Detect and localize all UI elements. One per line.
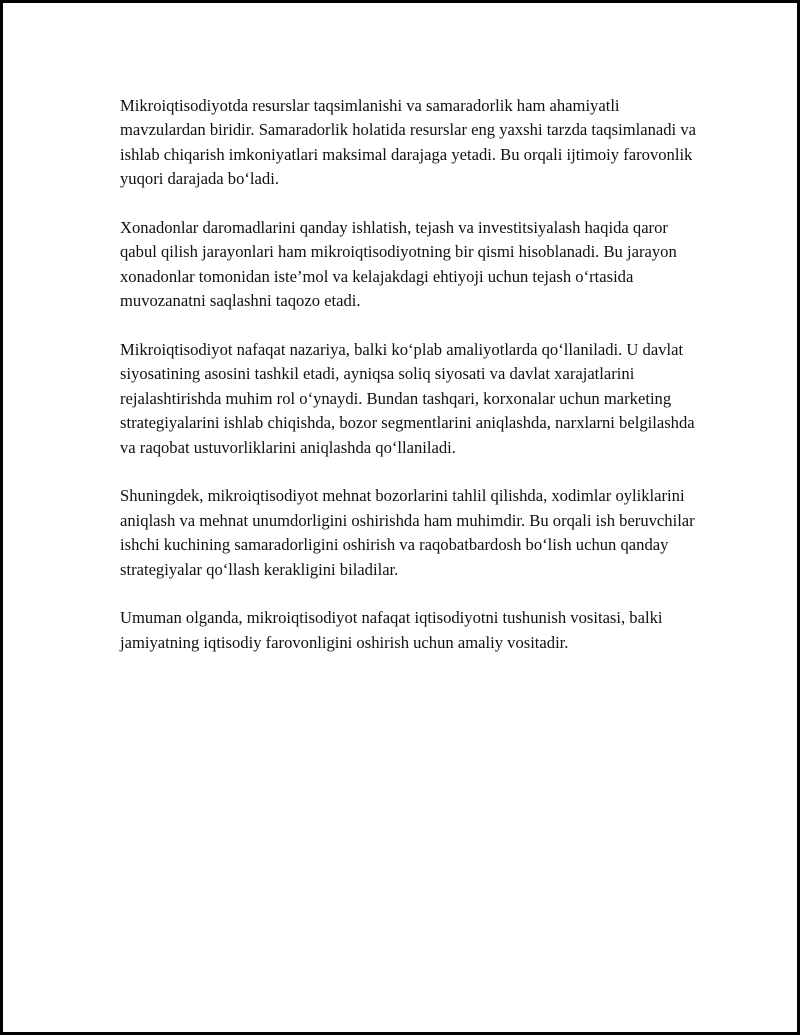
paragraph-household-decisions: Xonadonlar daromadlarini qanday ishlatish, tejash va investitsiyalash haqida qaror qabul qilish jarayonlari ham mikroiqtisodiyotning bir qismi hisoblanadi. Bu jarayon xonadonlar tomonidan iste’mol va kelajakdagi ehtiyoji uchun tejash o‘rtasida muvozanatni saqlashni taqozo etadi. bbox=[120, 218, 677, 311]
document-body bbox=[120, 94, 700, 680]
paragraph-resource-allocation: Mikroiqtisodiyotda resurslar taqsimlanishi va samaradorlik ham ahamiyatli mavzulardan biridir. Samaradorlik holatida resurslar eng yaxshi tarzda taqsimlanadi va ishlab chiqarish imkoniyatlari maksimal darajaga yetadi. Bu orqali ijtimoiy farovonlik yuqori darajada bo‘ladi. bbox=[120, 96, 696, 189]
paragraph-labor-markets: Shuningdek, mikroiqtisodiyot mehnat bozorlarini tahlil qilishda, xodimlar oyliklarini aniqlash va mehnat unumdorligini oshirishda ham muhimdir. Bu orqali ish beruvchilar ishchi kuchining samaradorligini oshirish va raqobatbardosh bo‘lish uchun qanday strategiyalar qo‘llash kerakligini biladilar. bbox=[120, 486, 695, 579]
paragraph-conclusion: Umuman olganda, mikroiqtisodiyot nafaqat iqtisodiyotni tushunish vositasi, balki jamiyatning iqtisodiy farovonligini oshirish uchun amaliy vositadir. bbox=[120, 608, 663, 652]
paragraph-practical-applications: Mikroiqtisodiyot nafaqat nazariya, balki ko‘plab amaliyotlarda qo‘llaniladi. U davlat siyosatining asosini tashkil etadi, ayniqsa soliq siyosati va davlat xarajatlarini rejalashtirishda muhim rol o‘ynaydi. Bundan tashqari, korxonalar uchun marketing strategiyalarini ishlab chiqishda, bozor segmentlarini aniqlashda, narxlarni belgilashda va raqobat ustuvorliklarini aniqlashda qo‘llaniladi. bbox=[120, 340, 695, 457]
